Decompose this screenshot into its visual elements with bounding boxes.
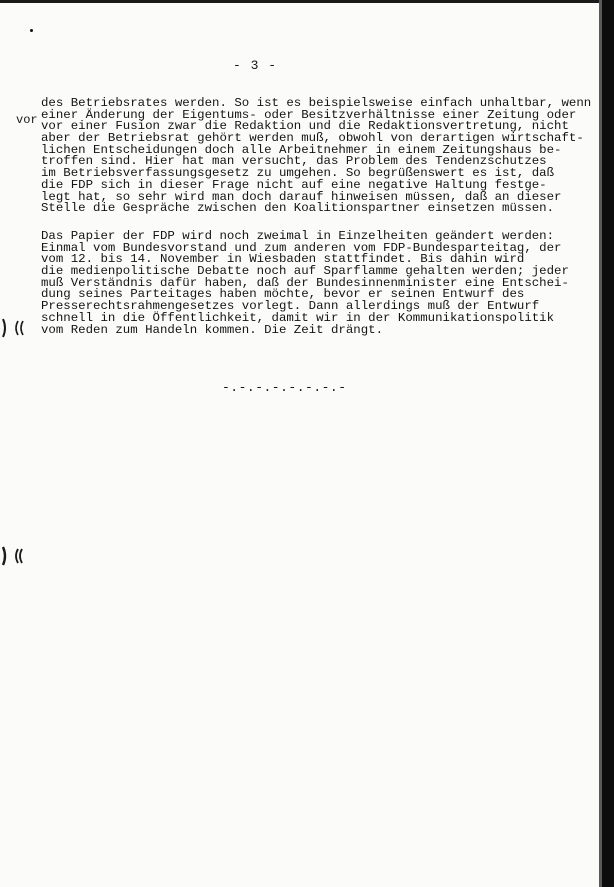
text-line: des Betriebsrates werden. So ist es beispielsweise einfach unhaltbar, wenn bbox=[41, 96, 592, 110]
text-line: einer Änderung der Eigentums- oder Besitzverhältnisse einer Zeitung oder bbox=[41, 107, 577, 122]
text-line: vor einer Fusion zwar die Redaktion und die Redaktionsvertretung, nicht bbox=[41, 119, 569, 134]
text-line: die medienpolitische Debatte noch auf Sparflamme gehalten werden; jeder bbox=[41, 264, 569, 279]
text-line: muß Verständnis dafür haben, daß der Bundesinnenminister eine Entschei- bbox=[41, 275, 569, 290]
margin-note: vor bbox=[16, 113, 38, 127]
text-line: legt hat, so sehr wird man doch darauf hinweisen müssen, daß an dieser bbox=[41, 189, 562, 204]
text-line: lichen Entscheidungen doch alle Arbeitnehmer in einem Zeitungshaus be- bbox=[41, 142, 562, 157]
text-line: troffen sind. Hier hat man versucht, das Problem des Tendenzschutzes bbox=[41, 154, 547, 169]
paragraph-2 bbox=[41, 231, 581, 336]
scan-border-top bbox=[0, 0, 614, 3]
text-line: aber der Betriebsrat gehört werden muß, obwohl von derartigen wirtschaft- bbox=[41, 131, 584, 146]
punch-hole-mark-icon bbox=[0, 545, 30, 567]
text-line: Presserechtsrahmengesetzes vorlegt. Dann allerdings muß der Entwurf bbox=[41, 299, 540, 314]
text-line: Stelle die Gespräche zwischen den Koalitionspartner einsetzen müssen. bbox=[41, 201, 555, 216]
text-line: dung seines Parteitages haben möchte, bevor er seinen Entwurf des bbox=[41, 287, 525, 302]
scan-speck bbox=[30, 29, 33, 32]
text-line: Das Papier der FDP wird noch zweimal in Einzelheiten geändert werden: bbox=[41, 229, 555, 243]
section-separator: -.-.-.-.-.-.-.- bbox=[222, 380, 347, 395]
scan-border-right bbox=[602, 0, 614, 887]
text-line: im Betriebsverfassungsgesetz zu umgehen. So begrüßenswert es ist, daß bbox=[41, 166, 555, 181]
text-line: die FDP sich in dieser Frage nicht auf eine negative Haltung festge- bbox=[41, 177, 547, 192]
text-line: schnell in die Öffentlichkeit, damit wir in der Kommunikationspolitik bbox=[41, 310, 555, 325]
punch-hole-mark-icon bbox=[0, 317, 30, 339]
text-line: vom Reden zum Handeln kommen. Die Zeit drängt. bbox=[41, 322, 384, 337]
text-line: Einmal vom Bundesvorstand und zum anderen vom FDP-Bundesparteitag, der bbox=[41, 240, 562, 255]
page-number: - 3 - bbox=[232, 58, 277, 73]
paragraph-1 bbox=[41, 96, 592, 216]
text-line: vom 12. bis 14. November in Wiesbaden stattfindet. Bis dahin wird bbox=[41, 252, 525, 267]
